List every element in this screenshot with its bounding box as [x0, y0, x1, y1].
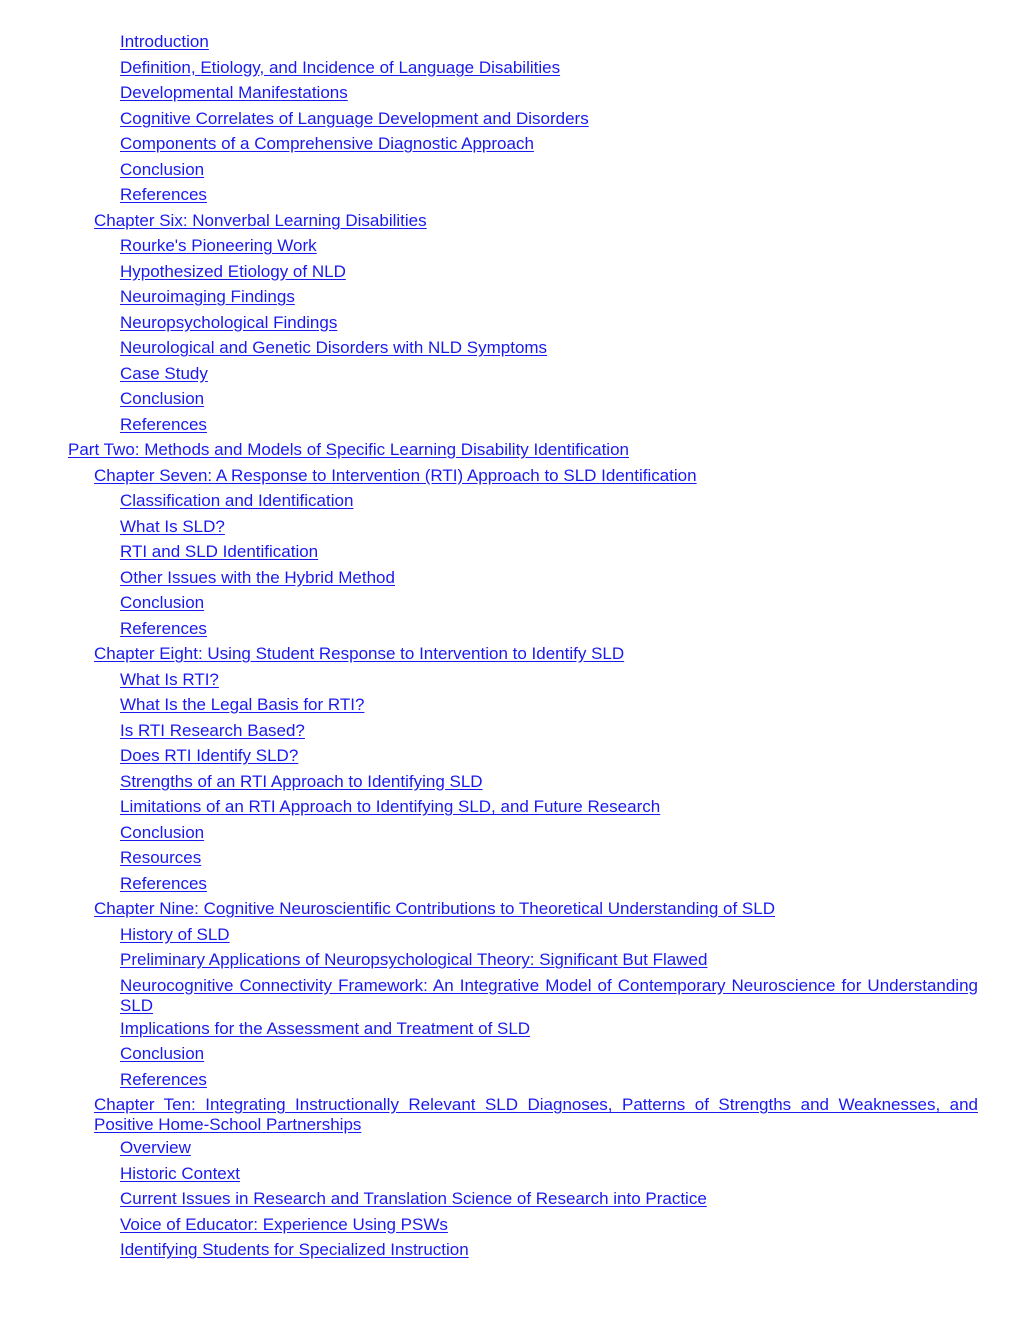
toc-link[interactable]: Conclusion — [120, 159, 205, 179]
toc-link[interactable]: Strengths of an RTI Approach to Identifying SLD — [120, 771, 483, 791]
toc-link[interactable]: Chapter Seven: A Response to Intervention (RTI) Approach to SLD Identification — [94, 465, 697, 485]
toc-link[interactable]: History of SLD — [120, 924, 230, 944]
toc-section-item — [120, 567, 978, 593]
toc-section-item — [120, 1214, 978, 1240]
toc-link[interactable]: References — [120, 1069, 207, 1089]
toc-chapter-item — [94, 1094, 978, 1137]
toc-section-item — [120, 873, 978, 899]
toc-link[interactable]: Rourke's Pioneering Work — [120, 236, 317, 255]
toc-section-item — [120, 516, 978, 542]
toc-section-item — [120, 796, 978, 822]
toc-section-item — [120, 847, 978, 873]
toc-link[interactable]: Neurological and Genetic Disorders with NLD Symptoms — [120, 338, 548, 357]
toc-link[interactable]: Conclusion — [120, 1044, 205, 1063]
toc-link[interactable]: Other Issues with the Hybrid Method — [120, 567, 395, 587]
toc-link[interactable]: References — [120, 873, 207, 893]
toc-link[interactable]: What Is SLD? — [120, 516, 225, 536]
toc-section-item — [120, 133, 978, 159]
toc-link[interactable]: Neuropsychological Findings — [120, 312, 338, 332]
toc-chapter-item — [94, 643, 978, 669]
toc-link[interactable]: Resources — [120, 848, 202, 867]
toc-section-item — [120, 490, 978, 516]
toc-link[interactable]: Chapter Six: Nonverbal Learning Disabilities — [94, 210, 427, 230]
toc-link[interactable]: Does RTI Identify SLD? — [120, 746, 299, 765]
toc-section-item — [120, 82, 978, 108]
toc-section-item — [120, 57, 978, 83]
toc-link[interactable]: Chapter Eight: Using Student Response to Intervention to Identify SLD — [94, 644, 625, 663]
toc-section-item — [120, 975, 978, 1018]
toc-link[interactable]: Cognitive Correlates of Language Development and Disorders — [120, 108, 589, 128]
toc-link[interactable]: Chapter Ten: Integrating Instructionally Relevant SLD Diagnoses, Patterns of Strengths and Weaknesses, and Positive Home-School Partnerships — [94, 1095, 978, 1134]
toc-section-item — [120, 1018, 978, 1044]
toc-link[interactable]: Neuroimaging Findings — [120, 287, 295, 306]
toc-link[interactable]: Conclusion — [120, 389, 205, 408]
toc-chapter-item — [94, 210, 978, 236]
toc-section-item — [120, 414, 978, 440]
toc-link[interactable]: Preliminary Applications of Neuropsychological Theory: Significant But Flawed — [120, 950, 708, 969]
toc-section-item — [120, 235, 978, 261]
toc-section-item — [120, 541, 978, 567]
toc-link[interactable]: Current Issues in Research and Translation Science of Research into Practice — [120, 1189, 707, 1208]
toc-link[interactable]: Voice of Educator: Experience Using PSWs — [120, 1214, 448, 1234]
toc-section-item — [120, 159, 978, 185]
toc-section-item — [120, 1043, 978, 1069]
toc-section-item — [120, 669, 978, 695]
toc-link[interactable]: References — [120, 618, 207, 638]
toc-link[interactable]: Implications for the Assessment and Treatment of SLD — [120, 1018, 531, 1038]
toc-link[interactable]: Case Study — [120, 363, 208, 383]
toc-link[interactable]: References — [120, 414, 207, 434]
toc-part-item — [68, 439, 978, 465]
toc-section-item — [120, 1239, 978, 1265]
toc-link[interactable]: Classification and Identification — [120, 491, 354, 510]
toc-section-item — [120, 1163, 978, 1189]
toc-section-item — [120, 618, 978, 644]
toc-link[interactable]: Conclusion — [120, 593, 205, 612]
toc-section-item — [120, 312, 978, 338]
toc-link[interactable]: Identifying Students for Specialized Instruction — [120, 1240, 469, 1259]
toc-section-item — [120, 822, 978, 848]
toc-section-item — [120, 261, 978, 287]
toc-link[interactable]: Limitations of an RTI Approach to Identifying SLD, and Future Research — [120, 797, 661, 816]
toc-section-item — [120, 924, 978, 950]
toc-link[interactable]: Conclusion — [120, 822, 205, 842]
toc-section-item — [120, 694, 978, 720]
toc-section-item — [120, 363, 978, 389]
toc-section-item — [120, 745, 978, 771]
toc-link[interactable]: Neurocognitive Connectivity Framework: An Integrative Model of Contemporary Neuroscience for Understanding SLD — [120, 975, 978, 1015]
toc-link[interactable]: Definition, Etiology, and Incidence of Language Disabilities — [120, 57, 561, 77]
toc-link[interactable]: Part Two: Methods and Models of Specific Learning Disability Identification — [68, 440, 629, 459]
toc-section-item — [120, 1188, 978, 1214]
toc-link[interactable]: RTI and SLD Identification — [120, 542, 319, 561]
toc-link[interactable]: References — [120, 185, 207, 204]
toc-section-item — [120, 388, 978, 414]
toc-section-item — [120, 31, 978, 57]
toc-link[interactable]: Components of a Comprehensive Diagnostic Approach — [120, 134, 534, 153]
toc-section-item — [120, 1137, 978, 1163]
table-of-contents — [0, 31, 1020, 1265]
toc-section-item — [120, 949, 978, 975]
toc-section-item — [120, 592, 978, 618]
toc-chapter-item — [94, 898, 978, 924]
toc-section-item — [120, 771, 978, 797]
toc-section-item — [120, 184, 978, 210]
toc-link[interactable]: Historic Context — [120, 1163, 240, 1183]
toc-link[interactable]: Developmental Manifestations — [120, 83, 348, 102]
toc-link[interactable]: Hypothesized Etiology of NLD — [120, 261, 346, 281]
toc-link[interactable]: Introduction — [120, 32, 209, 51]
toc-link[interactable]: What Is the Legal Basis for RTI? — [120, 695, 365, 714]
toc-section-item — [120, 720, 978, 746]
toc-link[interactable]: Chapter Nine: Cognitive Neuroscientific Contributions to Theoretical Understanding of SLD — [94, 899, 775, 918]
toc-link[interactable]: What Is RTI? — [120, 669, 219, 689]
toc-section-item — [120, 108, 978, 134]
toc-link[interactable]: Is RTI Research Based? — [120, 720, 305, 740]
toc-chapter-item — [94, 465, 978, 491]
toc-section-item — [120, 286, 978, 312]
toc-section-item — [120, 337, 978, 363]
toc-link[interactable]: Overview — [120, 1138, 191, 1157]
toc-section-item — [120, 1069, 978, 1095]
